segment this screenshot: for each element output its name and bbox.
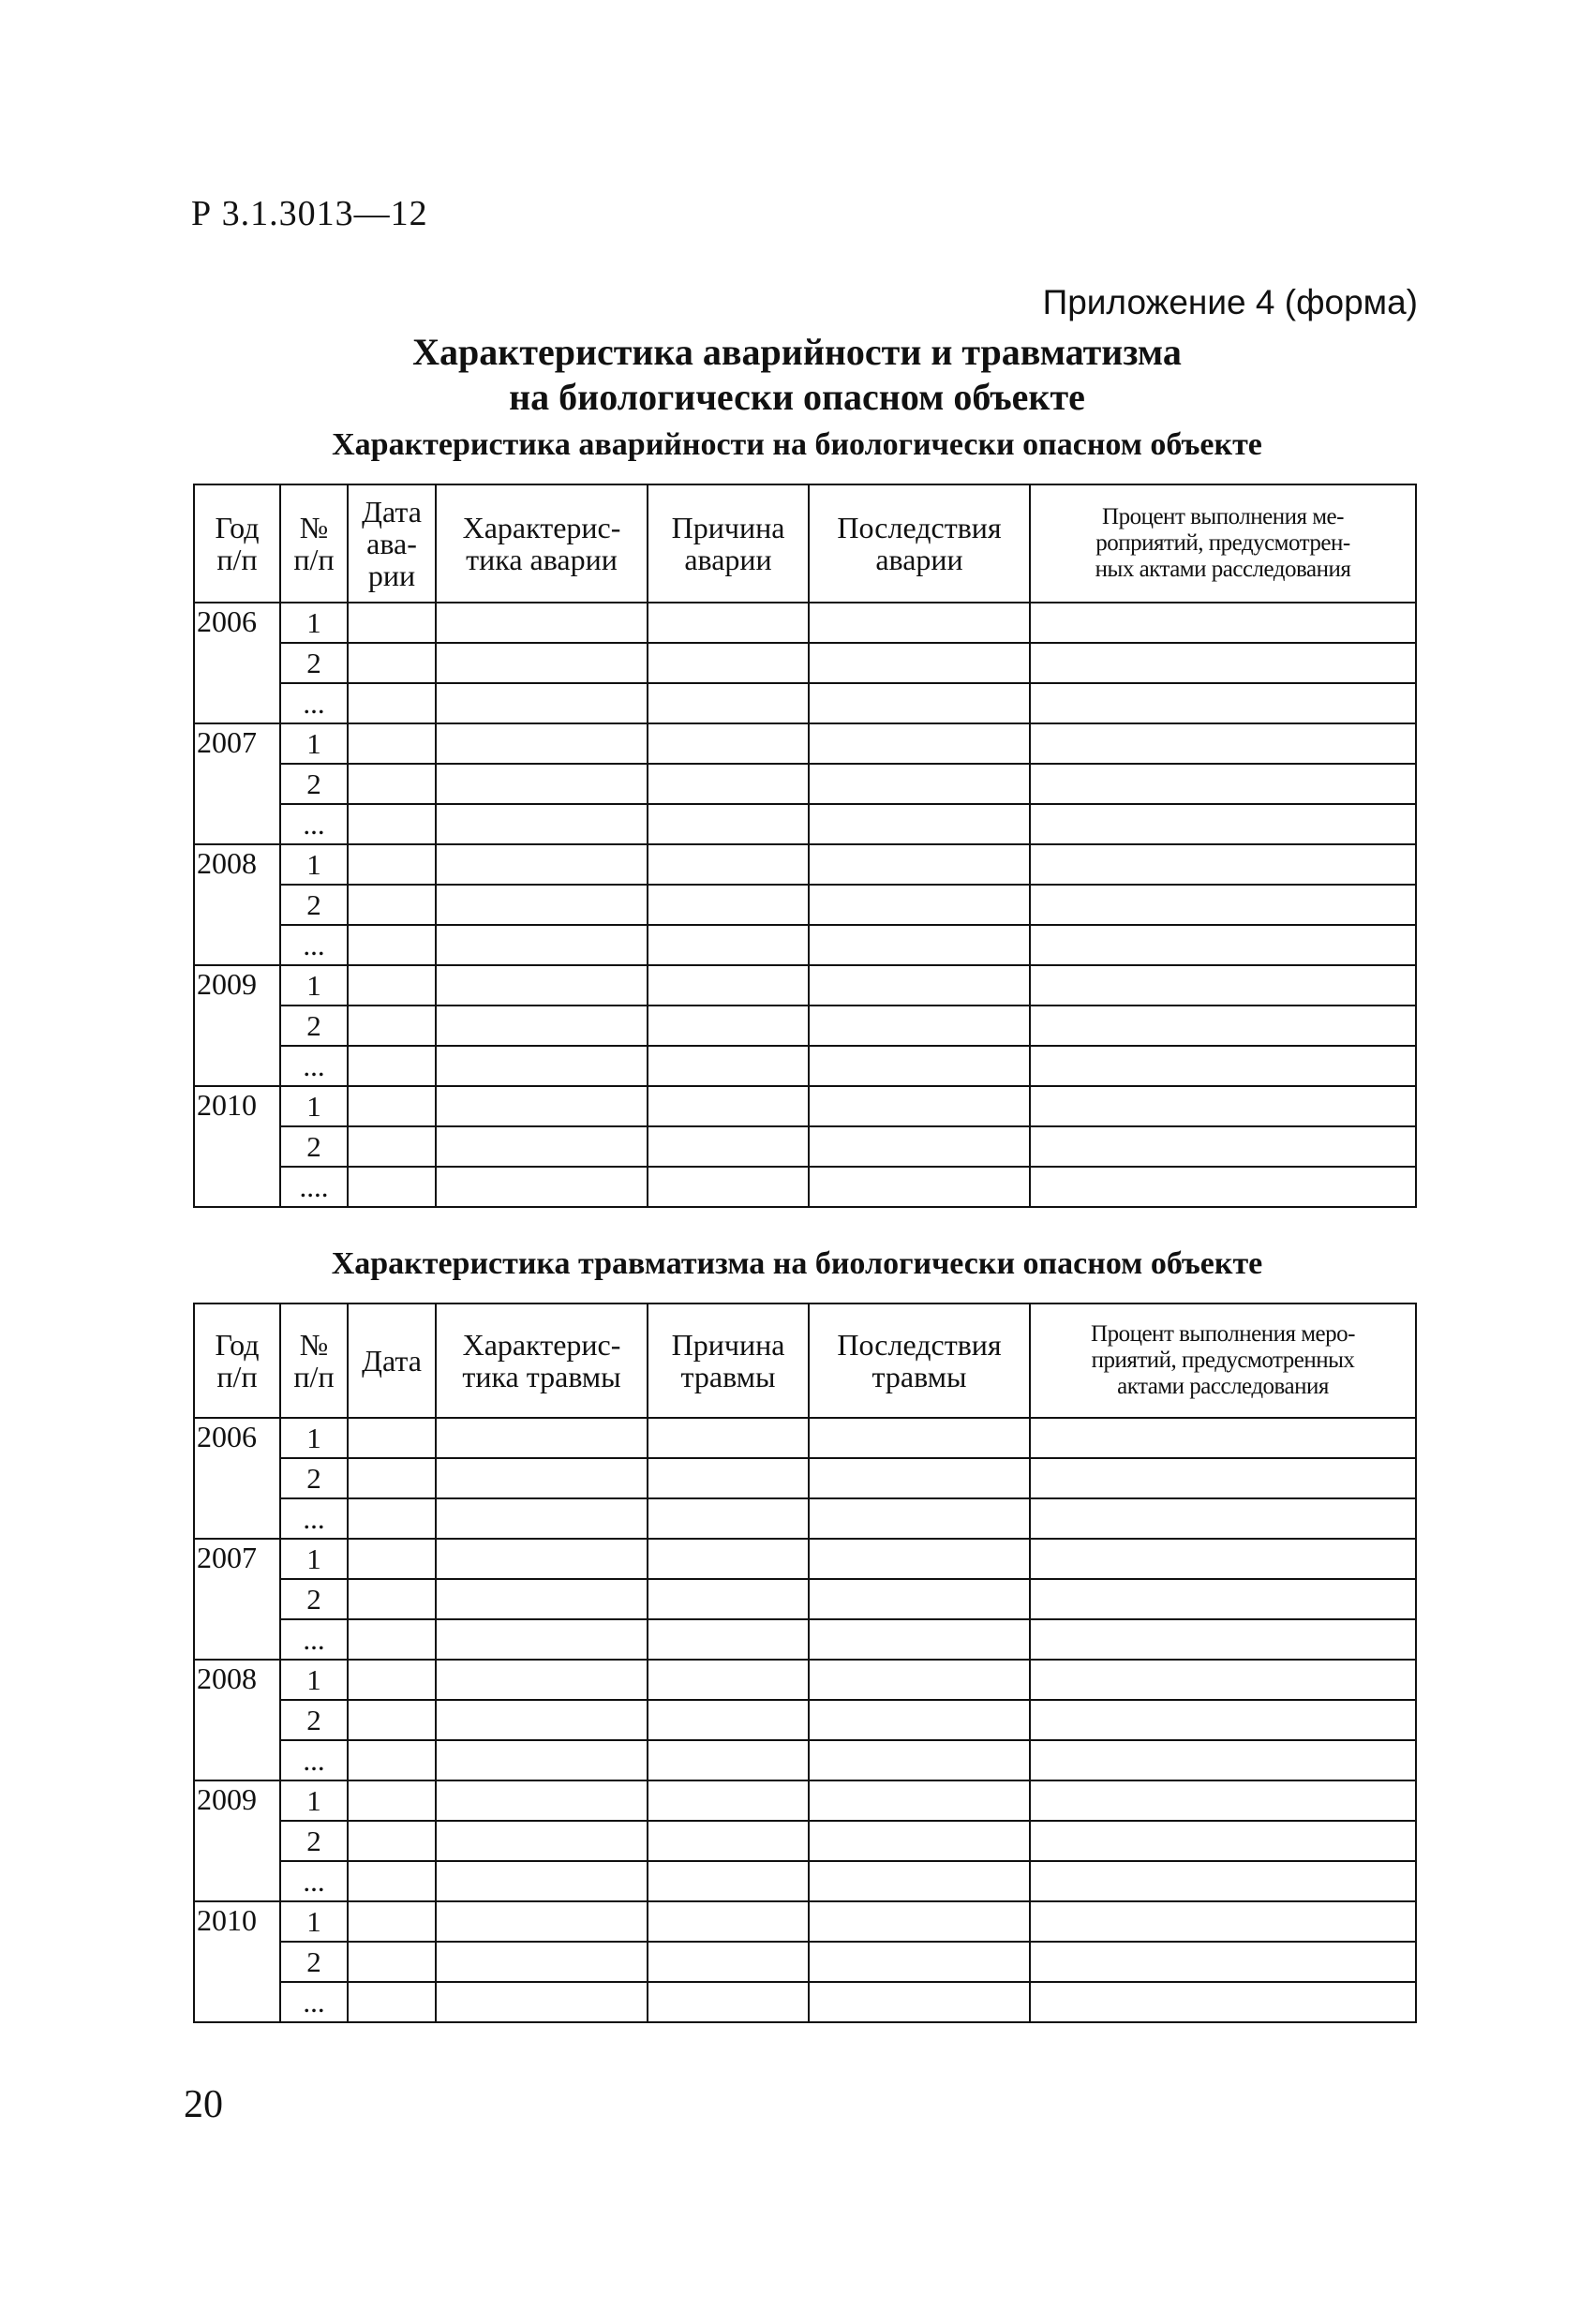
empty-cell	[436, 1740, 648, 1780]
col-consequences: Последствия аварии	[809, 484, 1030, 603]
table-row	[194, 723, 1416, 764]
row-number-cell: 2	[280, 764, 348, 804]
empty-cell	[648, 1942, 809, 1982]
empty-cell	[1030, 1006, 1416, 1046]
table-row	[194, 1821, 1416, 1861]
empty-cell	[809, 925, 1030, 965]
empty-cell	[348, 1740, 436, 1780]
empty-cell	[1030, 1167, 1416, 1207]
empty-cell	[348, 764, 436, 804]
year-cell: 2007	[194, 723, 280, 844]
empty-cell	[348, 1942, 436, 1982]
empty-cell	[348, 603, 436, 643]
empty-cell	[648, 1982, 809, 2022]
empty-cell	[809, 1498, 1030, 1539]
empty-cell	[1030, 1982, 1416, 2022]
row-number-cell: 2	[280, 1700, 348, 1740]
year-cell: 2006	[194, 603, 280, 723]
empty-cell	[648, 764, 809, 804]
table-row	[194, 1901, 1416, 1942]
empty-cell	[436, 683, 648, 723]
empty-cell	[436, 925, 648, 965]
empty-cell	[1030, 1126, 1416, 1167]
accidents-body	[194, 603, 1416, 1207]
table-row	[194, 643, 1416, 683]
year-cell: 2006	[194, 1418, 280, 1539]
table-row	[194, 1982, 1416, 2022]
empty-cell	[436, 1821, 648, 1861]
row-number-cell: ...	[280, 804, 348, 844]
row-number-cell: 1	[280, 1660, 348, 1700]
empty-cell	[1030, 1700, 1416, 1740]
empty-cell	[436, 1700, 648, 1740]
empty-cell	[436, 1982, 648, 2022]
year-cell: 2010	[194, 1901, 280, 2022]
row-number-cell: 2	[280, 1126, 348, 1167]
empty-cell	[648, 603, 809, 643]
empty-cell	[809, 1740, 1030, 1780]
empty-cell	[1030, 643, 1416, 683]
empty-cell	[809, 764, 1030, 804]
empty-cell	[648, 1901, 809, 1942]
table-row	[194, 1046, 1416, 1086]
row-number-cell: ...	[280, 1982, 348, 2022]
empty-cell	[1030, 1579, 1416, 1619]
empty-cell	[809, 804, 1030, 844]
empty-cell	[436, 1046, 648, 1086]
empty-cell	[436, 1660, 648, 1700]
empty-cell	[809, 1982, 1030, 2022]
row-number-cell: 1	[280, 1086, 348, 1126]
injuries-header-row	[194, 1304, 1416, 1418]
empty-cell	[348, 723, 436, 764]
empty-cell	[436, 643, 648, 683]
empty-cell	[1030, 1458, 1416, 1498]
empty-cell	[809, 1901, 1030, 1942]
empty-cell	[348, 643, 436, 683]
empty-cell	[348, 683, 436, 723]
empty-cell	[809, 1046, 1030, 1086]
empty-cell	[648, 804, 809, 844]
col-date: Дата ава- рии	[348, 484, 436, 603]
empty-cell	[648, 1619, 809, 1660]
injuries-table	[193, 1303, 1417, 2023]
empty-cell	[436, 1126, 648, 1167]
year-cell: 2009	[194, 965, 280, 1086]
row-number-cell: 2	[280, 1579, 348, 1619]
empty-cell	[436, 804, 648, 844]
year-cell: 2007	[194, 1539, 280, 1660]
row-number-cell: ....	[280, 1167, 348, 1207]
accidents-subtitle: Характеристика аварийности на биологически опасном объекте	[332, 427, 1262, 462]
empty-cell	[809, 1126, 1030, 1167]
empty-cell	[1030, 1660, 1416, 1700]
col-cause: Причина травмы	[648, 1304, 809, 1418]
empty-cell	[648, 1418, 809, 1458]
empty-cell	[1030, 1901, 1416, 1942]
row-number-cell: 2	[280, 643, 348, 683]
table-row	[194, 683, 1416, 723]
empty-cell	[348, 1086, 436, 1126]
empty-cell	[1030, 925, 1416, 965]
row-number-cell: ...	[280, 683, 348, 723]
empty-cell	[436, 1861, 648, 1901]
empty-cell	[348, 1498, 436, 1539]
table-row	[194, 1619, 1416, 1660]
empty-cell	[809, 1006, 1030, 1046]
empty-cell	[436, 1780, 648, 1821]
empty-cell	[648, 1861, 809, 1901]
empty-cell	[809, 643, 1030, 683]
empty-cell	[809, 1660, 1030, 1700]
col-year: Год п/п	[194, 484, 280, 603]
empty-cell	[648, 1498, 809, 1539]
empty-cell	[1030, 885, 1416, 925]
appendix-label: Приложение 4 (форма)	[1042, 283, 1418, 321]
empty-cell	[1030, 764, 1416, 804]
empty-cell	[348, 1458, 436, 1498]
empty-cell	[348, 1579, 436, 1619]
row-number-cell: 1	[280, 1780, 348, 1821]
col-number: № п/п	[280, 1304, 348, 1418]
empty-cell	[1030, 1498, 1416, 1539]
col-year: Год п/п	[194, 1304, 280, 1418]
empty-cell	[436, 885, 648, 925]
empty-cell	[809, 1418, 1030, 1458]
empty-cell	[348, 1700, 436, 1740]
empty-cell	[348, 1861, 436, 1901]
empty-cell	[1030, 1821, 1416, 1861]
table-row	[194, 1458, 1416, 1498]
row-number-cell: 1	[280, 1418, 348, 1458]
empty-cell	[648, 1458, 809, 1498]
empty-cell	[648, 1660, 809, 1700]
row-number-cell: 1	[280, 1901, 348, 1942]
empty-cell	[648, 1780, 809, 1821]
empty-cell	[348, 925, 436, 965]
row-number-cell: ...	[280, 1046, 348, 1086]
empty-cell	[648, 1821, 809, 1861]
empty-cell	[348, 1046, 436, 1086]
empty-cell	[1030, 1619, 1416, 1660]
accidents-table	[193, 484, 1417, 1208]
row-number-cell: ...	[280, 1498, 348, 1539]
empty-cell	[1030, 1418, 1416, 1458]
document-code: Р 3.1.3013—12	[191, 194, 428, 233]
row-number-cell: 2	[280, 1458, 348, 1498]
table-row	[194, 1700, 1416, 1740]
table-row	[194, 1579, 1416, 1619]
table-row	[194, 1167, 1416, 1207]
empty-cell	[809, 683, 1030, 723]
row-number-cell: 2	[280, 1821, 348, 1861]
row-number-cell: 1	[280, 723, 348, 764]
empty-cell	[648, 1579, 809, 1619]
empty-cell	[809, 1700, 1030, 1740]
empty-cell	[648, 1046, 809, 1086]
empty-cell	[648, 1740, 809, 1780]
page-title-line1: Характеристика аварийности и травматизма	[412, 331, 1182, 373]
col-cause: Причина аварии	[648, 484, 809, 603]
col-characteristic: Характерис- тика травмы	[436, 1304, 648, 1418]
empty-cell	[809, 1861, 1030, 1901]
empty-cell	[1030, 1780, 1416, 1821]
col-number: № п/п	[280, 484, 348, 603]
row-number-cell: 1	[280, 965, 348, 1006]
empty-cell	[348, 1006, 436, 1046]
row-number-cell: ...	[280, 1861, 348, 1901]
empty-cell	[348, 1539, 436, 1579]
empty-cell	[436, 764, 648, 804]
empty-cell	[436, 844, 648, 885]
col-percent: Процент выполнения ме- роприятий, предусмотрен- ных актами расследования	[1030, 484, 1416, 603]
empty-cell	[436, 1901, 648, 1942]
col-characteristic: Характерис- тика аварии	[436, 484, 648, 603]
empty-cell	[809, 1579, 1030, 1619]
empty-cell	[648, 1086, 809, 1126]
empty-cell	[348, 1821, 436, 1861]
year-cell: 2008	[194, 1660, 280, 1780]
empty-cell	[648, 885, 809, 925]
table-row	[194, 1498, 1416, 1539]
empty-cell	[809, 1539, 1030, 1579]
empty-cell	[348, 1660, 436, 1700]
table-row	[194, 844, 1416, 885]
empty-cell	[809, 885, 1030, 925]
empty-cell	[1030, 1740, 1416, 1780]
empty-cell	[648, 1126, 809, 1167]
table-row	[194, 1780, 1416, 1821]
empty-cell	[1030, 965, 1416, 1006]
empty-cell	[648, 844, 809, 885]
table-row	[194, 1539, 1416, 1579]
row-number-cell: 2	[280, 1006, 348, 1046]
row-number-cell: 1	[280, 1539, 348, 1579]
empty-cell	[809, 723, 1030, 764]
row-number-cell: 2	[280, 1942, 348, 1982]
table-row	[194, 1942, 1416, 1982]
empty-cell	[348, 965, 436, 1006]
table-row	[194, 804, 1416, 844]
table-row	[194, 1126, 1416, 1167]
table-row	[194, 965, 1416, 1006]
empty-cell	[1030, 603, 1416, 643]
table-row	[194, 1861, 1416, 1901]
empty-cell	[348, 1901, 436, 1942]
page-number: 20	[184, 2083, 223, 2126]
empty-cell	[809, 1780, 1030, 1821]
empty-cell	[348, 1619, 436, 1660]
empty-cell	[809, 844, 1030, 885]
col-date: Дата	[348, 1304, 436, 1418]
empty-cell	[348, 1126, 436, 1167]
empty-cell	[348, 1982, 436, 2022]
empty-cell	[436, 1539, 648, 1579]
row-number-cell: ...	[280, 1619, 348, 1660]
empty-cell	[436, 1498, 648, 1539]
table-row	[194, 603, 1416, 643]
empty-cell	[648, 643, 809, 683]
empty-cell	[809, 1458, 1030, 1498]
empty-cell	[1030, 804, 1416, 844]
empty-cell	[348, 804, 436, 844]
empty-cell	[809, 603, 1030, 643]
empty-cell	[648, 1006, 809, 1046]
empty-cell	[1030, 844, 1416, 885]
empty-cell	[436, 1619, 648, 1660]
empty-cell	[436, 1458, 648, 1498]
empty-cell	[809, 1821, 1030, 1861]
empty-cell	[648, 1167, 809, 1207]
empty-cell	[348, 1167, 436, 1207]
empty-cell	[348, 1780, 436, 1821]
empty-cell	[436, 1418, 648, 1458]
empty-cell	[1030, 1086, 1416, 1126]
empty-cell	[436, 1942, 648, 1982]
empty-cell	[436, 723, 648, 764]
row-number-cell: ...	[280, 925, 348, 965]
empty-cell	[1030, 1942, 1416, 1982]
empty-cell	[648, 925, 809, 965]
row-number-cell: 1	[280, 844, 348, 885]
table-row	[194, 1740, 1416, 1780]
empty-cell	[809, 965, 1030, 1006]
injuries-body	[194, 1418, 1416, 2022]
empty-cell	[436, 965, 648, 1006]
empty-cell	[809, 1167, 1030, 1207]
table-row	[194, 1086, 1416, 1126]
empty-cell	[648, 683, 809, 723]
empty-cell	[348, 885, 436, 925]
table-row	[194, 925, 1416, 965]
empty-cell	[1030, 1539, 1416, 1579]
empty-cell	[348, 844, 436, 885]
empty-cell	[1030, 1861, 1416, 1901]
empty-cell	[436, 1006, 648, 1046]
col-consequences: Последствия травмы	[809, 1304, 1030, 1418]
row-number-cell: ...	[280, 1740, 348, 1780]
table-row	[194, 1006, 1416, 1046]
empty-cell	[648, 1700, 809, 1740]
empty-cell	[436, 1579, 648, 1619]
empty-cell	[1030, 683, 1416, 723]
empty-cell	[648, 723, 809, 764]
year-cell: 2010	[194, 1086, 280, 1207]
empty-cell	[809, 1086, 1030, 1126]
col-percent: Процент выполнения меро- приятий, предусмотренных актами расследования	[1030, 1304, 1416, 1418]
page-title-line2: на биологически опасном объекте	[509, 376, 1085, 418]
empty-cell	[436, 1086, 648, 1126]
injuries-subtitle: Характеристика травматизма на биологически опасном объекте	[331, 1246, 1263, 1281]
year-cell: 2009	[194, 1780, 280, 1901]
table-row	[194, 1418, 1416, 1458]
empty-cell	[1030, 723, 1416, 764]
row-number-cell: 2	[280, 885, 348, 925]
empty-cell	[1030, 1046, 1416, 1086]
empty-cell	[348, 1418, 436, 1458]
page-title	[0, 330, 1594, 420]
empty-cell	[809, 1942, 1030, 1982]
empty-cell	[436, 603, 648, 643]
empty-cell	[648, 965, 809, 1006]
row-number-cell: 1	[280, 603, 348, 643]
table-row	[194, 1660, 1416, 1700]
table-row	[194, 885, 1416, 925]
empty-cell	[436, 1167, 648, 1207]
empty-cell	[809, 1619, 1030, 1660]
empty-cell	[648, 1539, 809, 1579]
year-cell: 2008	[194, 844, 280, 965]
accidents-header-row	[194, 484, 1416, 603]
table-row	[194, 764, 1416, 804]
